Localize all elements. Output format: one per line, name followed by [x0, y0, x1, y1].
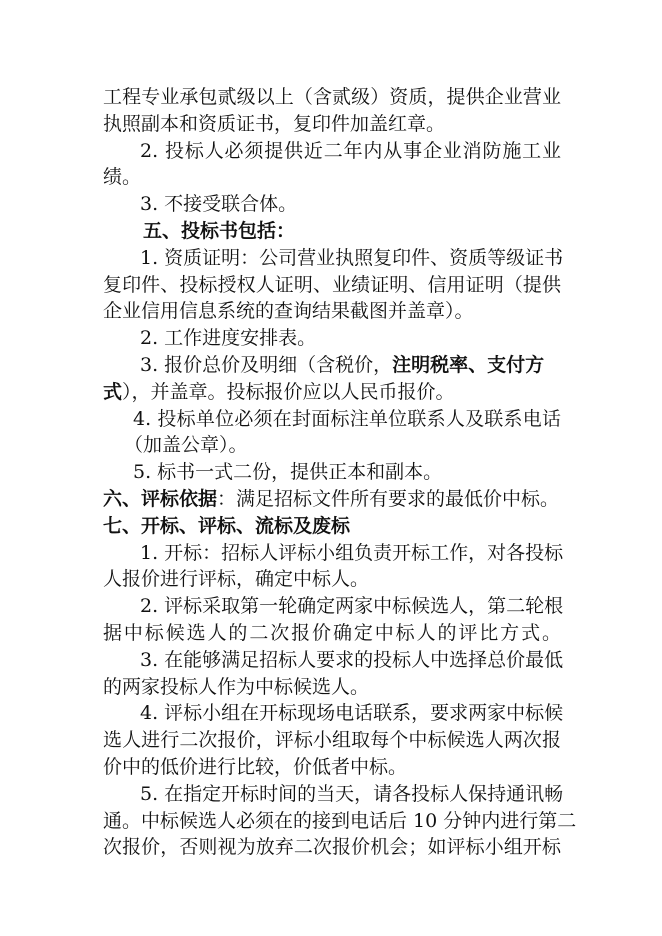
text-line: 据中标候选人的二次报价确定中标人的评比方式。 [103, 622, 561, 644]
list-item: 1. 资质证明：公司营业执照复印件、资质等级证书 [140, 246, 564, 269]
text-segment: ：满足招标文件所有要求的最低价中标。 [217, 488, 560, 510]
section-heading-text: 五、投标书包括： [143, 220, 296, 242]
section-heading [103, 486, 561, 512]
list-item: 2. 工作进度安排表。 [140, 327, 317, 350]
list-item: 3. 不接受联合体。 [140, 193, 298, 216]
section-heading-text: 六、评标依据 [103, 488, 218, 510]
text-line: 的两家投标人作为中标候选人。 [103, 675, 370, 698]
bold-segment: 注明税率、支付方 [392, 354, 545, 376]
text-line [103, 379, 561, 405]
section-heading [103, 513, 561, 539]
list-item: 4. 评标小组在开标现场电话联系，要求两家中标候 [140, 702, 564, 725]
list-item: 1. 开标：招标人评标小组负责开标工作，对各投标 [140, 541, 564, 564]
text-line: 次报价，否则视为放弃二次报价机会；如评标小组开标 [103, 836, 561, 859]
bold-segment: 式 [103, 380, 123, 403]
text-segment: 3. 报价总价及明细（含税价， [140, 354, 393, 376]
text-line: 执照副本和资质证书，复印件加盖红章。 [103, 112, 446, 135]
text-line: 绩。 [103, 166, 142, 189]
list-item: 2. 评标采取第一轮确定两家中标候选人，第二轮根 [140, 595, 564, 618]
text-line: 价中的低价进行比较，价低者中标。 [103, 756, 408, 778]
list-item: 4. 投标单位必须在封面标注单位联系人及联系电话 [133, 407, 561, 430]
section-heading [143, 218, 601, 244]
text-line: 人报价进行评标，确定中标人。 [103, 568, 370, 591]
text-line: 复印件、投标授权人证明、业绩证明、信用证明（提供 [103, 273, 561, 296]
text-line: 选人进行二次报价，评标小组取每个中标候选人两次报 [103, 729, 561, 752]
list-item: 5. 标书一式二份，提供正本和副本。 [133, 461, 443, 484]
list-item [140, 352, 561, 378]
list-item: 3. 在能够满足招标人要求的投标人中选择总价最低 [140, 648, 564, 671]
text-line: 企业信用信息系统的查询结果截图并盖章）。 [103, 300, 474, 323]
list-item: 2. 投标人必须提供近二年内从事企业消防施工业 [140, 139, 561, 162]
text-line: 通。中标候选人必须在的接到电话后 10 分钟内进行第二 [103, 809, 577, 832]
text-segment: ），并盖章。投标报价应以人民币报价。 [122, 380, 455, 403]
section-heading-text: 七、开标、评标、流标及废标 [103, 514, 351, 537]
text-line: （加盖公章）。 [124, 434, 248, 457]
text-line: 工程专业承包贰级以上（含贰级）资质，提供企业营业 [103, 86, 561, 108]
list-item: 5. 在指定开标时间的当天，请各投标人保持通讯畅 [140, 782, 564, 805]
